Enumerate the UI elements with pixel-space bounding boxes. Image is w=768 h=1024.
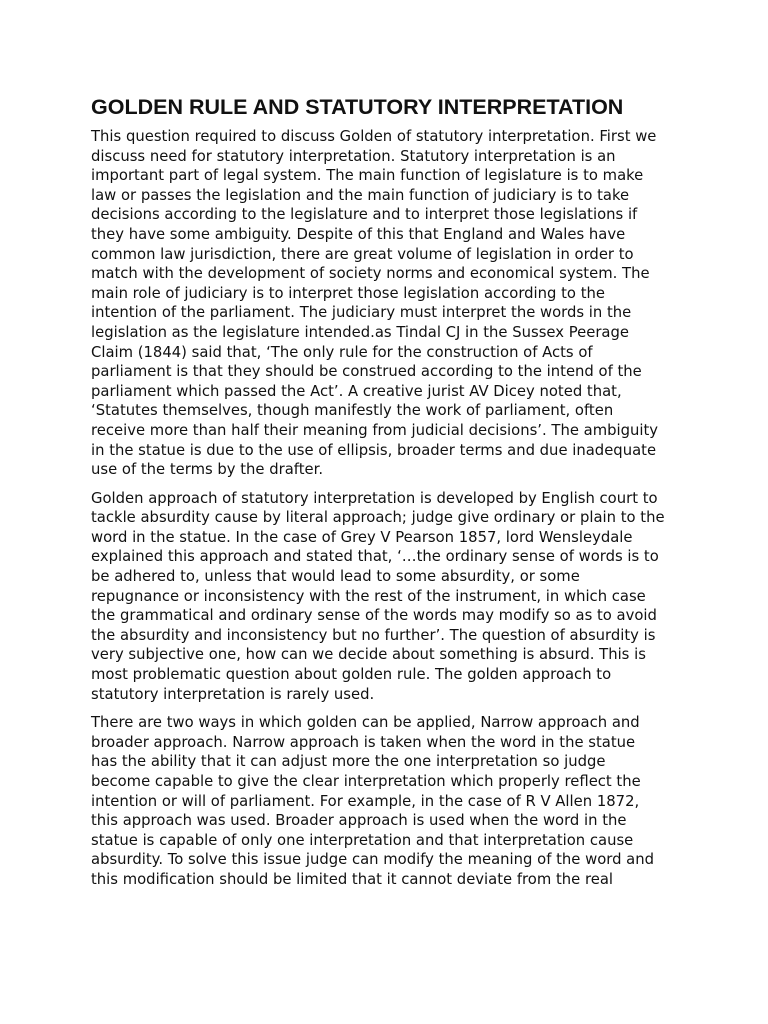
paragraph-narrow-broader-approach: There are two ways in which golden can be applied, Narrow approach and broader approach. Narrow approach is taken when the word in the statue has the ability that it can adjust more the one interpretation so judge become capable to give the clear interpretation which properly reflect the intention or will of parliament. For example, in the case of R V Allen 1872, this approach was used. Broader approach is used when the word in the statue is capable of only one interpretation and that interpretation cause absurdity. To solve this issue judge can modify the meaning of the word and this modification should be limited that it cannot deviate from the real: [91, 714, 655, 888]
document-body: [91, 93, 681, 899]
document-title: GOLDEN RULE AND STATUTORY INTERPRETATION: [91, 95, 624, 119]
paragraph-need-for-interpretation: This question required to discuss Golden of statutory interpretation. First we discuss need for statutory interpretation. Statutory interpretation is an important part of legal system. The main function of legislature is to make law or passes the legislation and the main function of judiciary is to take decisions according to the legislature and to interpret those legislations if they have some ambiguity. Despite of this that England and Wales have common law jurisdiction, there are great volume of legislation in order to match with the development of society norms and economical system. The main role of judiciary is to interpret those legislation according to the intention of the parliament. The judiciary must interpret the words in the legislation as the legislature intended.as Tindal CJ in the Sussex Peerage Claim (1844) said that, ‘The only rule for the construction of Acts of parliament is that they should be construed according to the intend of the parliament which passed the Act’. A creative jurist AV Dicey noted that, ‘Statutes themselves, though manifestly the work of parliament, often receive more than half their meaning from judicial decisions’. The ambiguity in the statue is due to the use of ellipsis, broader terms and due inadequate use of the terms by the drafter.: [91, 128, 659, 479]
paragraph-golden-approach: Golden approach of statutory interpretation is developed by English court to tackle absurdity cause by literal approach; judge give ordinary or plain to the word in the statue. In the case of Grey V Pearson 1857, lord Wensleydale explained this approach and stated that, ‘…the ordinary sense of words is to be adhered to, unless that would lead to some absurdity, or some repugnance or inconsistency with the rest of the instrument, in which case the grammatical and ordinary sense of the words may modify so as to avoid the absurdity and inconsistency but no further’. The question of absurdity is very subjective one, how can we decide about something is absurd. This is most problematic question about golden rule. The golden approach to statutory interpretation is rarely used.: [91, 489, 665, 703]
